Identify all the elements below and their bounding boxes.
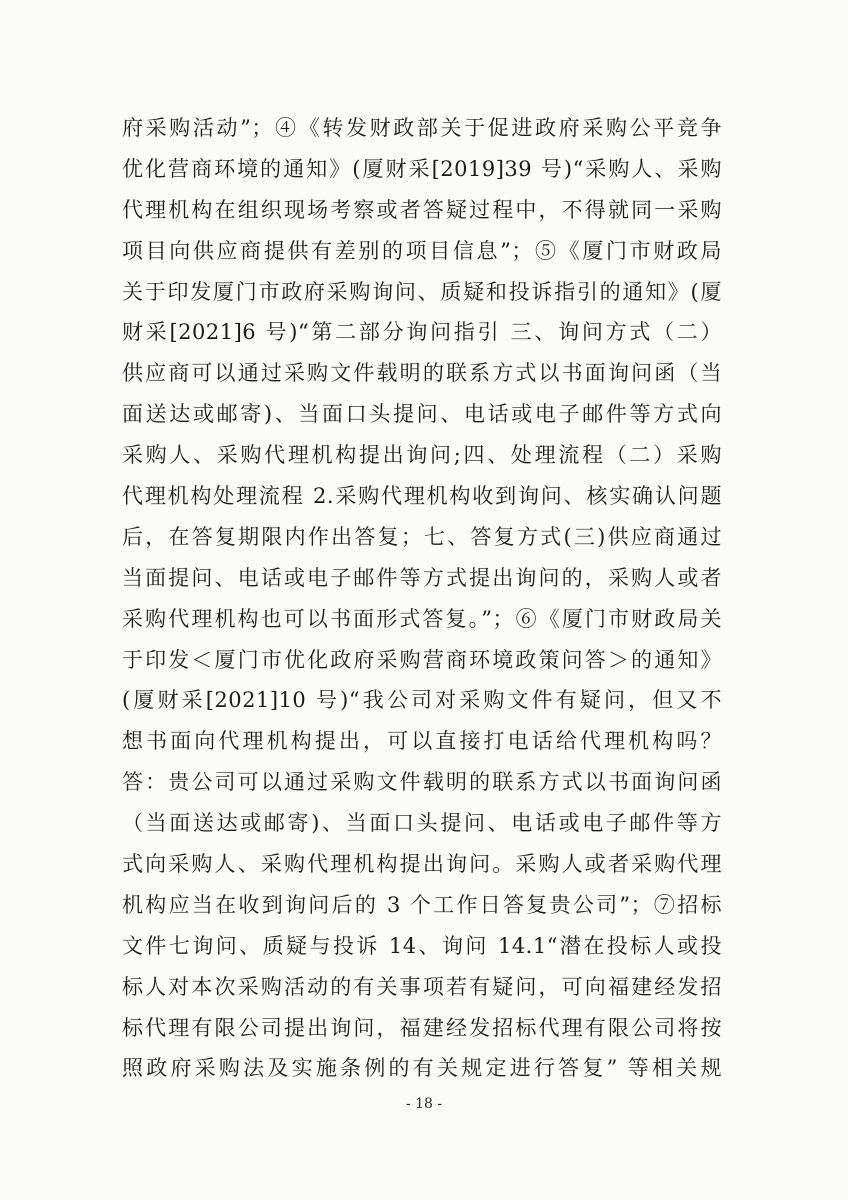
text-line: (厦财采[2021]10 号)“我公司对采购文件有疑问，但又不: [122, 688, 722, 713]
text-line: 后，在答复期限内作出答复；七、答复方式(三)供应商通过: [122, 524, 722, 549]
text-line: 府采购活动”；④《转发财政部关于促进政府采购公平竞争: [122, 116, 722, 140]
text-line: 于印发＜厦门市优化政府采购营商环境政策问答＞的通知》: [122, 647, 722, 672]
text-line: 面送达或邮寄)、当面口头提问、电话或电子邮件等方式向: [122, 402, 722, 427]
text-line: （当面送达或邮寄)、当面口头提问、电话或电子邮件等方: [122, 811, 722, 836]
text-line: 标人对本次采购活动的有关事项若有疑问，可向福建经发招: [122, 974, 722, 999]
text-line: 关于印发厦门市政府采购询问、质疑和投诉指引的通知》(厦: [122, 279, 722, 304]
text-line: 采购人、采购代理机构提出询问;四、处理流程（二）采购: [122, 443, 722, 468]
text-line: 想书面向代理机构提出，可以直接打电话给代理机构吗？: [122, 729, 722, 754]
text-line: 机构应当在收到询问后的 3 个工作日答复贵公司”；⑦招标: [122, 892, 722, 917]
text-line: 优化营商环境的通知》(厦财采[2019]39 号)“采购人、采购: [122, 156, 722, 181]
text-line: 代理机构处理流程 2.采购代理机构收到询问、核实确认问题: [122, 484, 722, 509]
text-line: 式向采购人、采购代理机构提出询问。采购人或者采购代理: [122, 852, 722, 877]
page-number: - 18 -: [405, 1096, 443, 1112]
text-line: 照政府采购法及实施条例的有关规定进行答复” 等相关规: [122, 1056, 722, 1081]
text-line: 标代理有限公司提出询问，福建经发招标代理有限公司将按: [122, 1015, 722, 1040]
text-line: 供应商可以通过采购文件载明的联系方式以书面询问函（当: [122, 361, 722, 386]
text-line: 答：贵公司可以通过采购文件载明的联系方式以书面询问函: [122, 770, 722, 795]
text-line: 采购代理机构也可以书面形式答复。”；⑥《厦门市财政局关: [122, 606, 722, 631]
text-line: 项目向供应商提供有差别的项目信息”；⑤《厦门市财政局: [122, 238, 722, 263]
text-line: 代理机构在组织现场考察或者答疑过程中，不得就同一采购: [122, 197, 722, 222]
body-text: [122, 108, 722, 1089]
text-line: 财采[2021]6 号)“第二部分询问指引 三、询问方式（二）: [122, 320, 722, 345]
text-line: 文件七询问、质疑与投诉 14、询问 14.1“潜在投标人或投: [122, 933, 722, 958]
text-line: 当面提问、电话或电子邮件等方式提出询问的，采购人或者: [122, 565, 722, 590]
